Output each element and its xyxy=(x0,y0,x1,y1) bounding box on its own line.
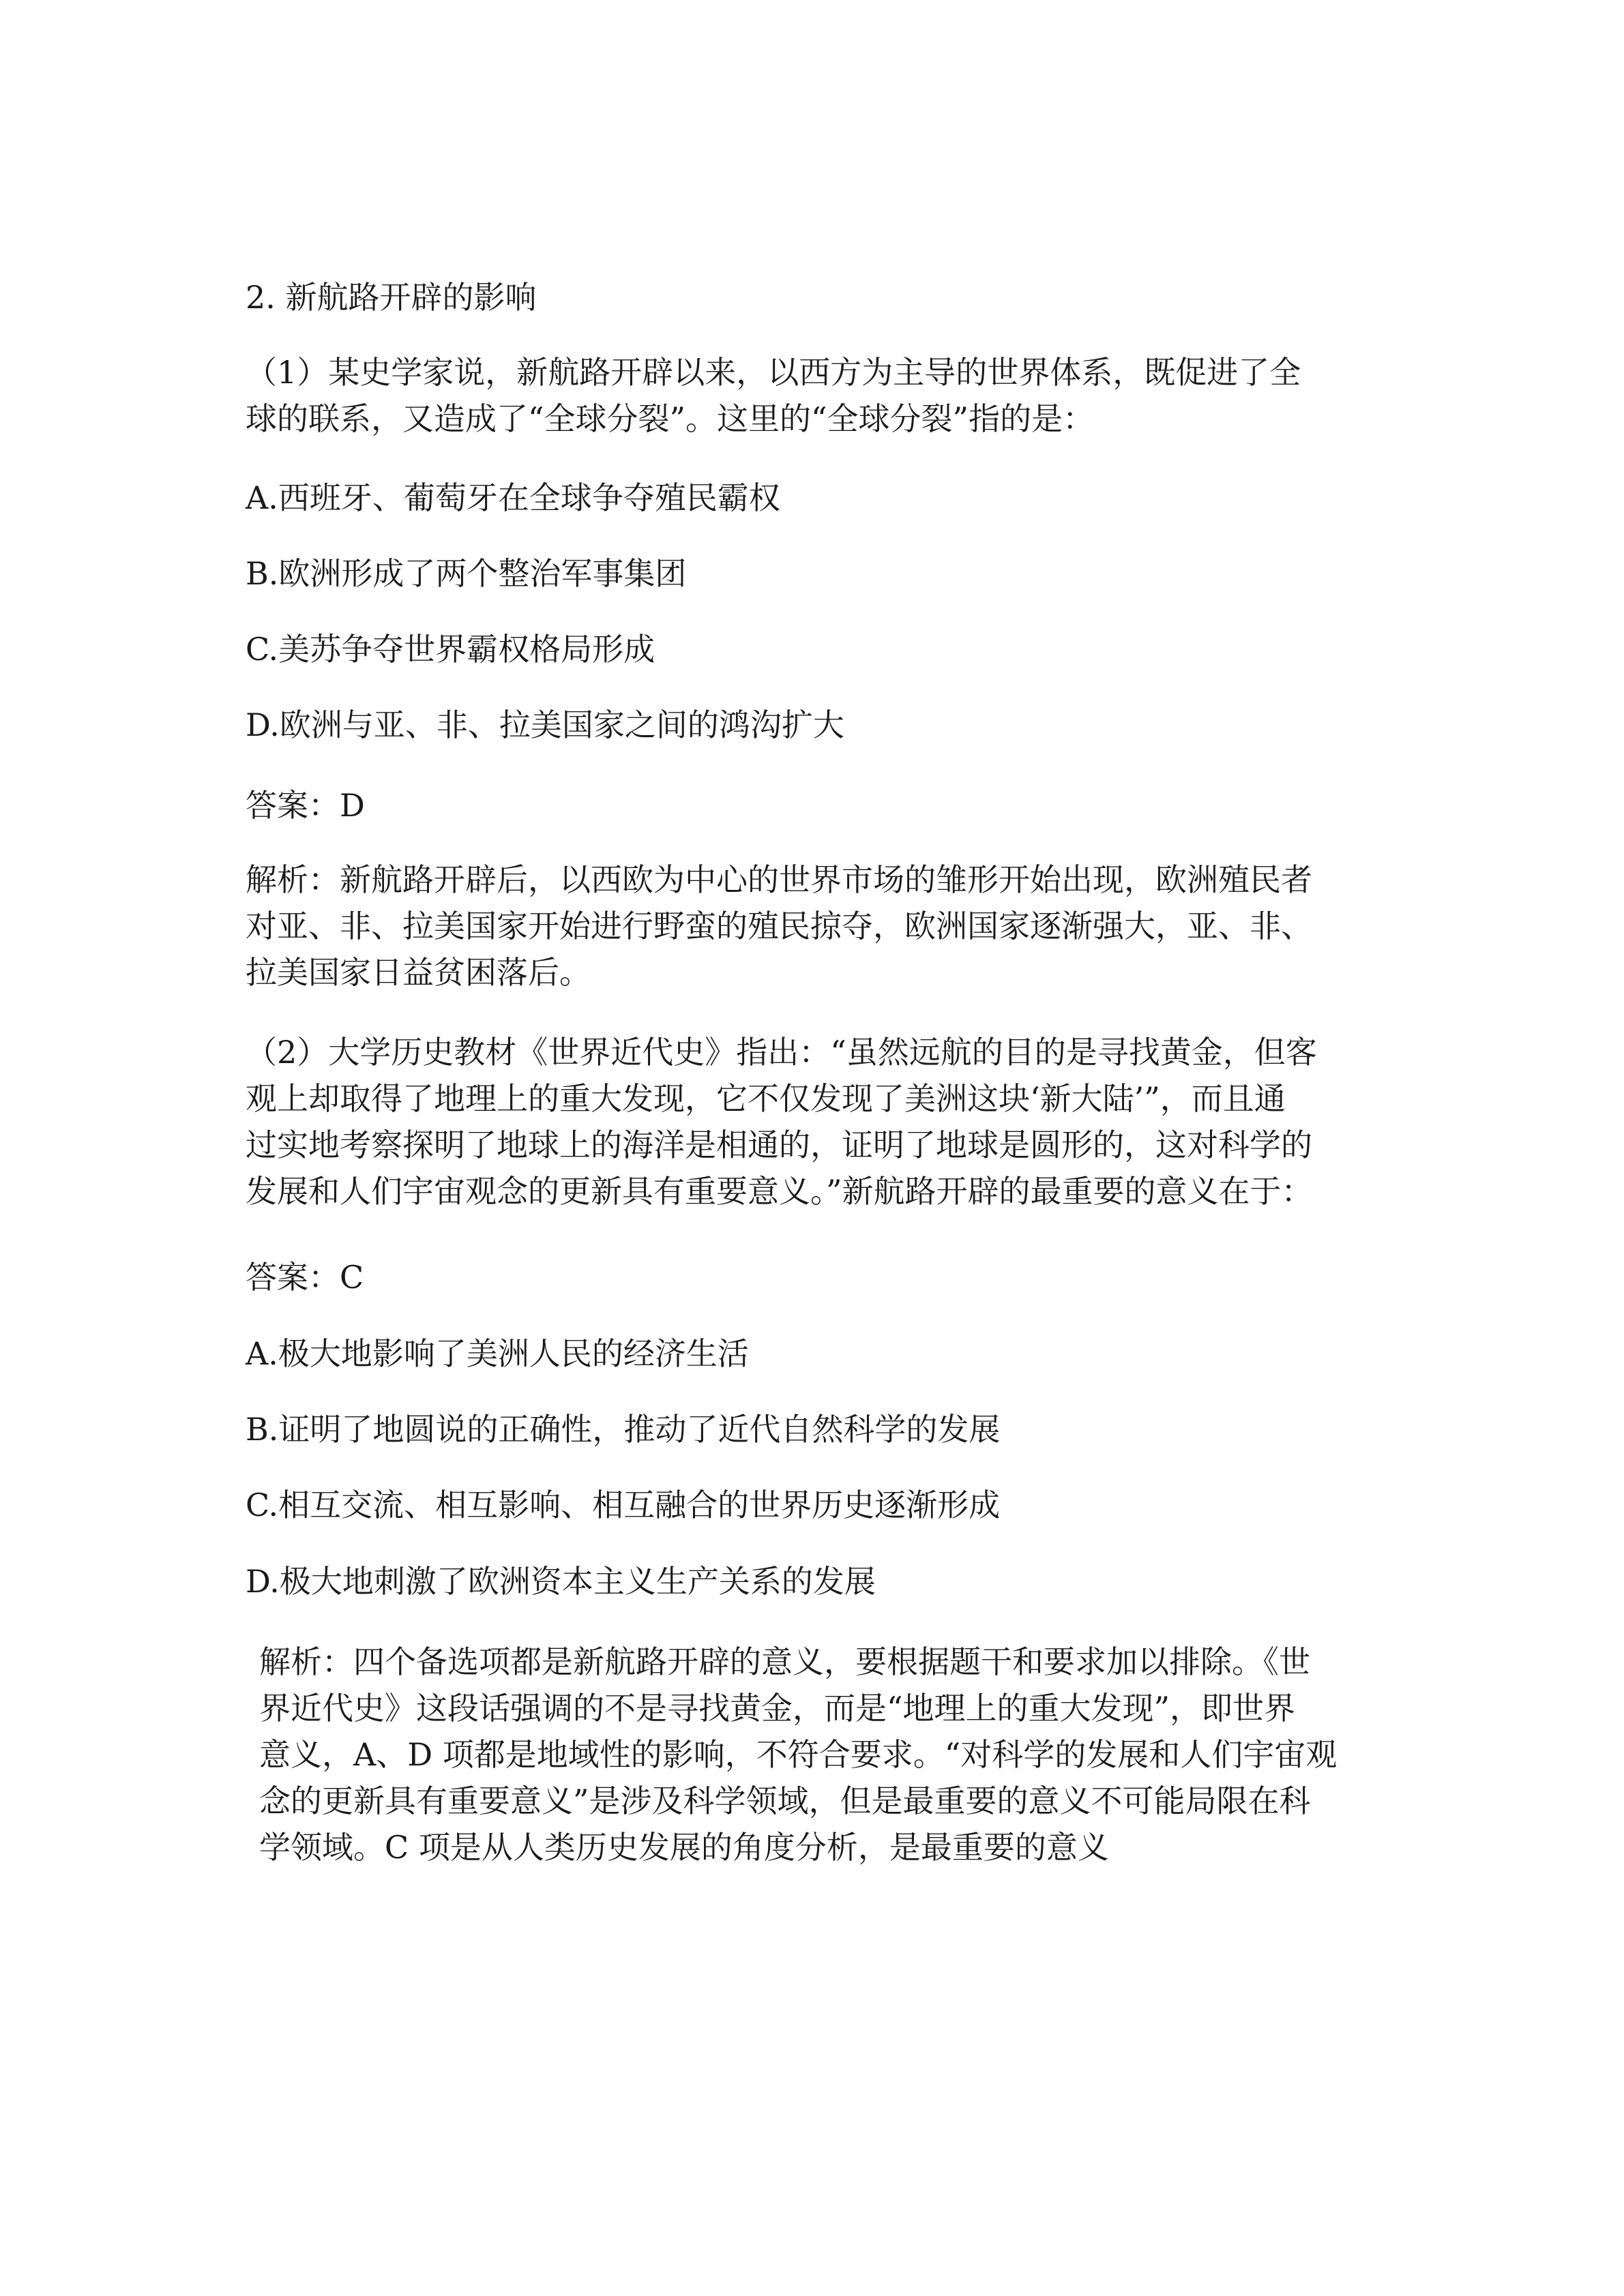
q1-option-c: C.美苏争夺世界霸权格局形成 xyxy=(246,631,655,668)
q1-option-a: A.西班牙、葡萄牙在全球争夺殖民霸权 xyxy=(246,479,780,516)
q2-analysis-line: 学领域。C 项是从人类历史发展的角度分析，是最重要的意义 xyxy=(259,1829,1109,1866)
q2-analysis-line: 意义，A、D 项都是地域性的影响，不符合要求。“对科学的发展和人们宇宙观 xyxy=(259,1736,1338,1773)
q1-stem xyxy=(246,349,1378,442)
q2-analysis-line: 解析：四个备选项都是新航路开辟的意义，要根据题干和要求加以排除。《世 xyxy=(259,1643,1310,1680)
q1-analysis-line: 解析：新航路开辟后，以西欧为中心的世界市场的雏形开始出现，欧洲殖民者 xyxy=(246,861,1312,898)
q2-analysis xyxy=(259,1639,1391,1870)
q2-option-c: C.相互交流、相互影响、相互融合的世界历史逐渐形成 xyxy=(246,1487,1001,1523)
q2-stem-line: 观上却取得了地理上的重大发现，它不仅发现了美洲这块‘新大陆’”，而且通 xyxy=(246,1080,1286,1117)
q1-stem-line: （1）某史学家说，新航路开辟以来，以西方为主导的世界体系，既促进了全 xyxy=(246,354,1301,391)
q2-stem xyxy=(246,1029,1378,1214)
q2-stem-line: 发展和人们宇宙观念的更新具有重要意义。”新航路开辟的最重要的意义在于： xyxy=(246,1173,1313,1210)
q2-option-b: B.证明了地圆说的正确性，推动了近代自然科学的发展 xyxy=(246,1411,1001,1448)
q2-answer: 答案：C xyxy=(246,1259,364,1296)
q2-analysis-line: 界近代史》这段话强调的不是寻找黄金，而是“地理上的重大发现”，即世界 xyxy=(259,1690,1296,1727)
q1-option-d: D.欧洲与亚、非、拉美国家之间的鸿沟扩大 xyxy=(246,706,844,743)
q2-stem-line: 过实地考察探明了地球上的海洋是相通的，证明了地球是圆形的，这对科学的 xyxy=(246,1127,1312,1163)
q2-option-d: D.极大地刺激了欧洲资本主义生产关系的发展 xyxy=(246,1563,876,1600)
q1-option-b: B.欧洲形成了两个整治军事集团 xyxy=(246,555,687,592)
q2-stem-line: （2）大学历史教材《世界近代史》指出：“虽然远航的目的是寻找黄金，但客 xyxy=(246,1034,1317,1071)
section-title: 2. 新航路开辟的影响 xyxy=(246,279,537,316)
q1-analysis-line: 拉美国家日益贫困落后。 xyxy=(246,954,591,991)
q1-stem-line: 球的联系，又造成了“全球分裂”。这里的“全球分裂”指的是： xyxy=(246,400,1095,437)
q2-analysis-line: 念的更新具有重要意义”是涉及科学领域，但是最重要的意义不可能局限在科 xyxy=(259,1783,1311,1819)
q2-option-a: A.极大地影响了美洲人民的经济生活 xyxy=(246,1335,749,1372)
q1-analysis-line: 对亚、非、拉美国家开始进行野蛮的殖民掠夺，欧洲国家逐渐强大，亚、非、 xyxy=(246,908,1312,944)
q1-answer: 答案：D xyxy=(246,787,365,824)
q1-analysis xyxy=(246,856,1378,996)
